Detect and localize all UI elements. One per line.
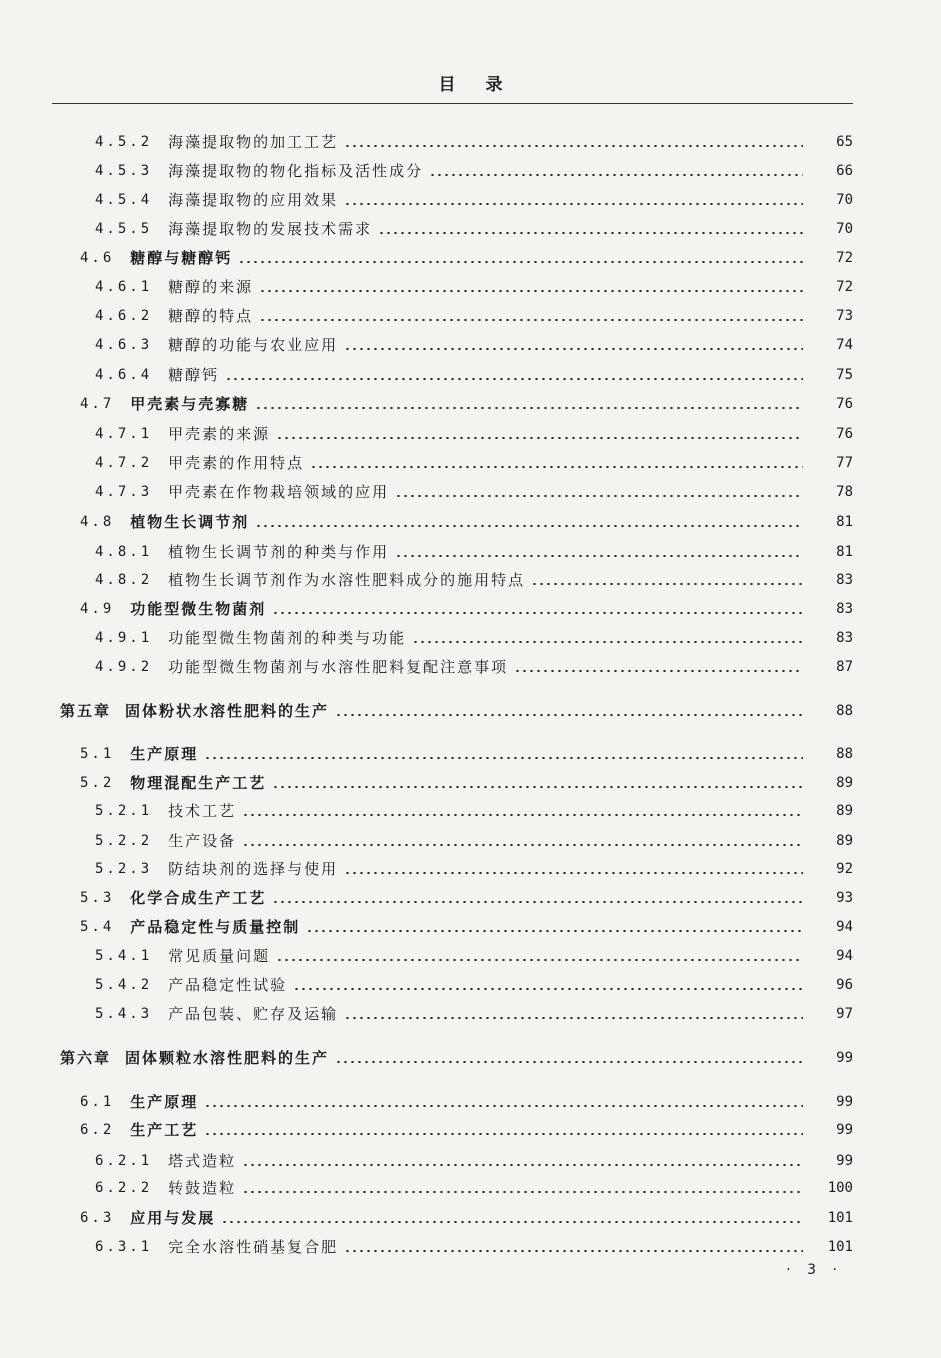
- toc-entry-page: 70: [836, 192, 853, 208]
- toc-entry-title: 糖醇与糖醇钙: [130, 249, 233, 267]
- toc-entry-row: [0, 797, 941, 821]
- toc-entry-number: 5.3: [80, 890, 115, 906]
- dot-leader: [531, 583, 803, 585]
- dot-leader: [259, 319, 803, 321]
- toc-entry-page: 83: [836, 572, 853, 588]
- dot-leader: [272, 612, 803, 614]
- toc-entry-number: 5.2.1: [95, 803, 153, 819]
- toc-entry-page: 77: [836, 455, 853, 471]
- toc-entry-title: 功能型微生物菌剂与水溶性肥料复配注意事项: [168, 658, 509, 676]
- toc-entry-title: 海藻提取物的加工工艺: [168, 133, 339, 151]
- toc-entry-number: 5.1: [80, 746, 115, 762]
- toc-entry-number: 6.3.1: [95, 1239, 153, 1255]
- toc-entry-title: 海藻提取物的发展技术需求: [168, 220, 373, 238]
- toc-entry-number: 5.4.3: [95, 1006, 153, 1022]
- toc-entry-row: [0, 508, 941, 532]
- toc-chapter-row: [0, 1044, 941, 1068]
- toc-entry-page: 88: [836, 703, 853, 719]
- dot-leader: [255, 407, 803, 409]
- toc-entry-title: 转鼓造粒: [168, 1179, 237, 1197]
- toc-entry-title: 甲壳素的作用特点: [168, 454, 305, 472]
- toc-entry-page: 75: [836, 367, 853, 383]
- toc-entry-number: 6.2.1: [95, 1153, 153, 1169]
- toc-entry-title: 技术工艺: [168, 802, 237, 820]
- toc-entry-number: 4.7: [80, 396, 115, 412]
- toc-entry-page: 97: [836, 1006, 853, 1022]
- toc-entry-title: 糖醇钙: [168, 366, 220, 384]
- toc-entry-page: 73: [836, 308, 853, 324]
- toc-entry-number: 6.1: [80, 1094, 115, 1110]
- toc-entry-title: 完全水溶性硝基复合肥: [168, 1238, 339, 1256]
- toc-entry-number: 4.8.1: [95, 544, 153, 560]
- toc-entry-page: 81: [836, 544, 853, 560]
- dot-leader: [204, 757, 803, 759]
- toc-entry-row: [0, 449, 941, 473]
- toc-entry-number: 4.6.4: [95, 367, 153, 383]
- toc-entry-row: [0, 538, 941, 562]
- dot-leader: [293, 988, 803, 990]
- toc-entry-title: 生产原理: [130, 1093, 199, 1111]
- toc-entry-page: 100: [827, 1180, 853, 1196]
- toc-entry-number: 4.5.2: [95, 134, 153, 150]
- toc-entry-number: 5.4.2: [95, 977, 153, 993]
- dot-leader: [344, 348, 803, 350]
- toc-entry-number: 6.2: [80, 1122, 115, 1138]
- toc-entry-page: 81: [836, 514, 853, 530]
- toc-entry-title: 功能型微生物菌剂: [130, 600, 267, 618]
- toc-entry-title: 植物生长调节剂: [130, 513, 250, 531]
- toc-entry-title: 植物生长调节剂作为水溶性肥料成分的施用特点: [168, 571, 526, 589]
- toc-entry-number: 5.4.1: [95, 948, 153, 964]
- toc-entry-page: 89: [836, 833, 853, 849]
- toc-entry-number: 5.2.2: [95, 833, 153, 849]
- dot-leader: [335, 714, 803, 716]
- dot-leader: [204, 1133, 803, 1135]
- toc-entry-number: 4.6.2: [95, 308, 153, 324]
- toc-entry-row: [0, 1233, 941, 1257]
- toc-entry-row: [0, 653, 941, 677]
- dot-leader: [238, 261, 803, 263]
- toc-entry-page: 92: [836, 861, 853, 877]
- dot-leader: [344, 145, 803, 147]
- toc-entry-title: 应用与发展: [130, 1209, 216, 1227]
- toc-entry-page: 72: [836, 279, 853, 295]
- toc-entry-row: [0, 624, 941, 648]
- toc-entry-title: 生产原理: [130, 745, 199, 763]
- toc-entry-title: 植物生长调节剂的种类与作用: [168, 543, 390, 561]
- toc-entry-title: 防结块剂的选择与使用: [168, 860, 339, 878]
- toc-entry-page: 99: [836, 1094, 853, 1110]
- toc-entry-title: 甲壳素与壳寡糖: [130, 395, 250, 413]
- toc-entry-number: 4.8.2: [95, 572, 153, 588]
- toc-entry-title: 糖醇的来源: [168, 278, 254, 296]
- toc-entry-page: 88: [836, 746, 853, 762]
- dot-leader: [395, 555, 803, 557]
- toc-entry-page: 99: [836, 1050, 853, 1066]
- dot-leader: [272, 901, 803, 903]
- toc-chapter-row: [0, 697, 941, 721]
- toc-entry-page: 99: [836, 1122, 853, 1138]
- dot-leader: [344, 203, 803, 205]
- toc-entry-title: 固体颗粒水溶性肥料的生产: [125, 1049, 330, 1067]
- dot-leader: [242, 1164, 803, 1166]
- toc-entry-row: [0, 478, 941, 502]
- toc-entry-page: 94: [836, 919, 853, 935]
- toc-entry-number: 4.5.3: [95, 163, 153, 179]
- dot-leader: [514, 670, 803, 672]
- toc-entry-page: 89: [836, 775, 853, 791]
- toc-entry-row: [0, 128, 941, 152]
- toc-entry-title: 物理混配生产工艺: [130, 774, 267, 792]
- toc-entry-row: [0, 331, 941, 355]
- toc-entry-page: 89: [836, 803, 853, 819]
- toc-entry-title: 甲壳素的来源: [168, 425, 271, 443]
- toc-entry-number: 第五章: [60, 702, 112, 720]
- page-title: 目录: [438, 75, 533, 95]
- toc-entry-title: 糖醇的特点: [168, 307, 254, 325]
- dot-leader: [225, 378, 803, 380]
- dot-leader: [344, 1250, 803, 1252]
- toc-entry-number: 4.7.3: [95, 484, 153, 500]
- toc-entry-row: [0, 390, 941, 414]
- toc-entry-number: 第六章: [60, 1049, 112, 1067]
- toc-entry-page: 101: [827, 1210, 853, 1226]
- toc-entry-number: 5.2.3: [95, 861, 153, 877]
- dot-leader: [242, 814, 803, 816]
- dot-leader: [306, 930, 803, 932]
- toc-entry-row: [0, 215, 941, 239]
- toc-entry-number: 5.2: [80, 775, 115, 791]
- toc-entry-page: 99: [836, 1153, 853, 1169]
- toc-entry-row: [0, 302, 941, 326]
- toc-entry-page: 96: [836, 977, 853, 993]
- toc-entry-page: 66: [836, 163, 853, 179]
- toc-entry-page: 65: [836, 134, 853, 150]
- toc-entry-number: 4.8: [80, 514, 115, 530]
- toc-entry-row: [0, 566, 941, 590]
- toc-entry-title: 化学合成生产工艺: [130, 889, 267, 907]
- toc-entry-page: 101: [827, 1239, 853, 1255]
- toc-entry-row: [0, 855, 941, 879]
- toc-entry-title: 产品稳定性与质量控制: [130, 918, 301, 936]
- toc-entry-title: 生产设备: [168, 832, 237, 850]
- toc-entry-row: [0, 769, 941, 793]
- toc-entry-page: 74: [836, 337, 853, 353]
- toc-entry-page: 93: [836, 890, 853, 906]
- toc-entry-row: [0, 595, 941, 619]
- page-number: · 3 ·: [786, 1262, 843, 1278]
- toc-entry-row: [0, 186, 941, 210]
- toc-entry-row: [0, 1147, 941, 1171]
- toc-entry-row: [0, 884, 941, 908]
- dot-leader: [412, 641, 803, 643]
- dot-leader: [276, 959, 803, 961]
- toc-entry-number: 4.5.4: [95, 192, 153, 208]
- dot-leader: [310, 466, 803, 468]
- toc-entry-row: [0, 971, 941, 995]
- toc-entry-row: [0, 942, 941, 966]
- toc-entry-title: 生产工艺: [130, 1121, 199, 1139]
- toc-entry-row: [0, 827, 941, 851]
- toc-entry-row: [0, 1174, 941, 1198]
- toc-entry-row: [0, 913, 941, 937]
- toc-entry-page: 76: [836, 426, 853, 442]
- toc-entry-page: 70: [836, 221, 853, 237]
- toc-entry-row: [0, 244, 941, 268]
- toc-entry-title: 甲壳素在作物栽培领域的应用: [168, 483, 390, 501]
- dot-leader: [344, 1017, 803, 1019]
- toc-entry-row: [0, 1000, 941, 1024]
- toc-entry-number: 4.9.1: [95, 630, 153, 646]
- toc-entry-row: [0, 420, 941, 444]
- toc-entry-page: 72: [836, 250, 853, 266]
- toc-entry-number: 4.7.2: [95, 455, 153, 471]
- toc-entry-row: [0, 361, 941, 385]
- dot-leader: [378, 232, 803, 234]
- toc-entry-number: 4.6.3: [95, 337, 153, 353]
- toc-entry-number: 5.4: [80, 919, 115, 935]
- toc-entry-title: 固体粉状水溶性肥料的生产: [125, 702, 330, 720]
- toc-entry-page: 83: [836, 630, 853, 646]
- dot-leader: [272, 786, 803, 788]
- dot-leader: [344, 872, 803, 874]
- toc-entry-page: 78: [836, 484, 853, 500]
- toc-entry-number: 4.5.5: [95, 221, 153, 237]
- toc-entry-number: 4.7.1: [95, 426, 153, 442]
- toc-entry-number: 6.3: [80, 1210, 115, 1226]
- toc-entry-title: 海藻提取物的应用效果: [168, 191, 339, 209]
- toc-entry-title: 糖醇的功能与农业应用: [168, 336, 339, 354]
- dot-leader: [335, 1061, 803, 1063]
- toc-entry-page: 83: [836, 601, 853, 617]
- toc-entry-row: [0, 1116, 941, 1140]
- toc-entry-title: 功能型微生物菌剂的种类与功能: [168, 629, 407, 647]
- toc-entry-number: 6.2.2: [95, 1180, 153, 1196]
- toc-entry-number: 4.6.1: [95, 279, 153, 295]
- toc-entry-title: 常见质量问题: [168, 947, 271, 965]
- dot-leader: [429, 174, 803, 176]
- dot-leader: [242, 1191, 803, 1193]
- toc-entry-page: 76: [836, 396, 853, 412]
- toc-entry-number: 4.6: [80, 250, 115, 266]
- dot-leader: [255, 525, 803, 527]
- toc-entry-page: 87: [836, 659, 853, 675]
- toc-entry-row: [0, 157, 941, 181]
- toc-entry-title: 产品稳定性试验: [168, 976, 288, 994]
- toc-entry-number: 4.9: [80, 601, 115, 617]
- dot-leader: [259, 290, 803, 292]
- toc-entry-page: 94: [836, 948, 853, 964]
- dot-leader: [204, 1105, 803, 1107]
- dot-leader: [276, 437, 803, 439]
- toc-entry-title: 产品包装、贮存及运输: [168, 1005, 339, 1023]
- toc-entry-row: [0, 1088, 941, 1112]
- toc-entry-row: [0, 740, 941, 764]
- toc-entry-row: [0, 273, 941, 297]
- dot-leader: [221, 1221, 803, 1223]
- toc-entry-number: 4.9.2: [95, 659, 153, 675]
- toc-entry-row: [0, 1204, 941, 1228]
- dot-leader: [395, 495, 803, 497]
- dot-leader: [242, 844, 803, 846]
- toc-entry-title: 海藻提取物的物化指标及活性成分: [168, 162, 424, 180]
- toc-entry-title: 塔式造粒: [168, 1152, 237, 1170]
